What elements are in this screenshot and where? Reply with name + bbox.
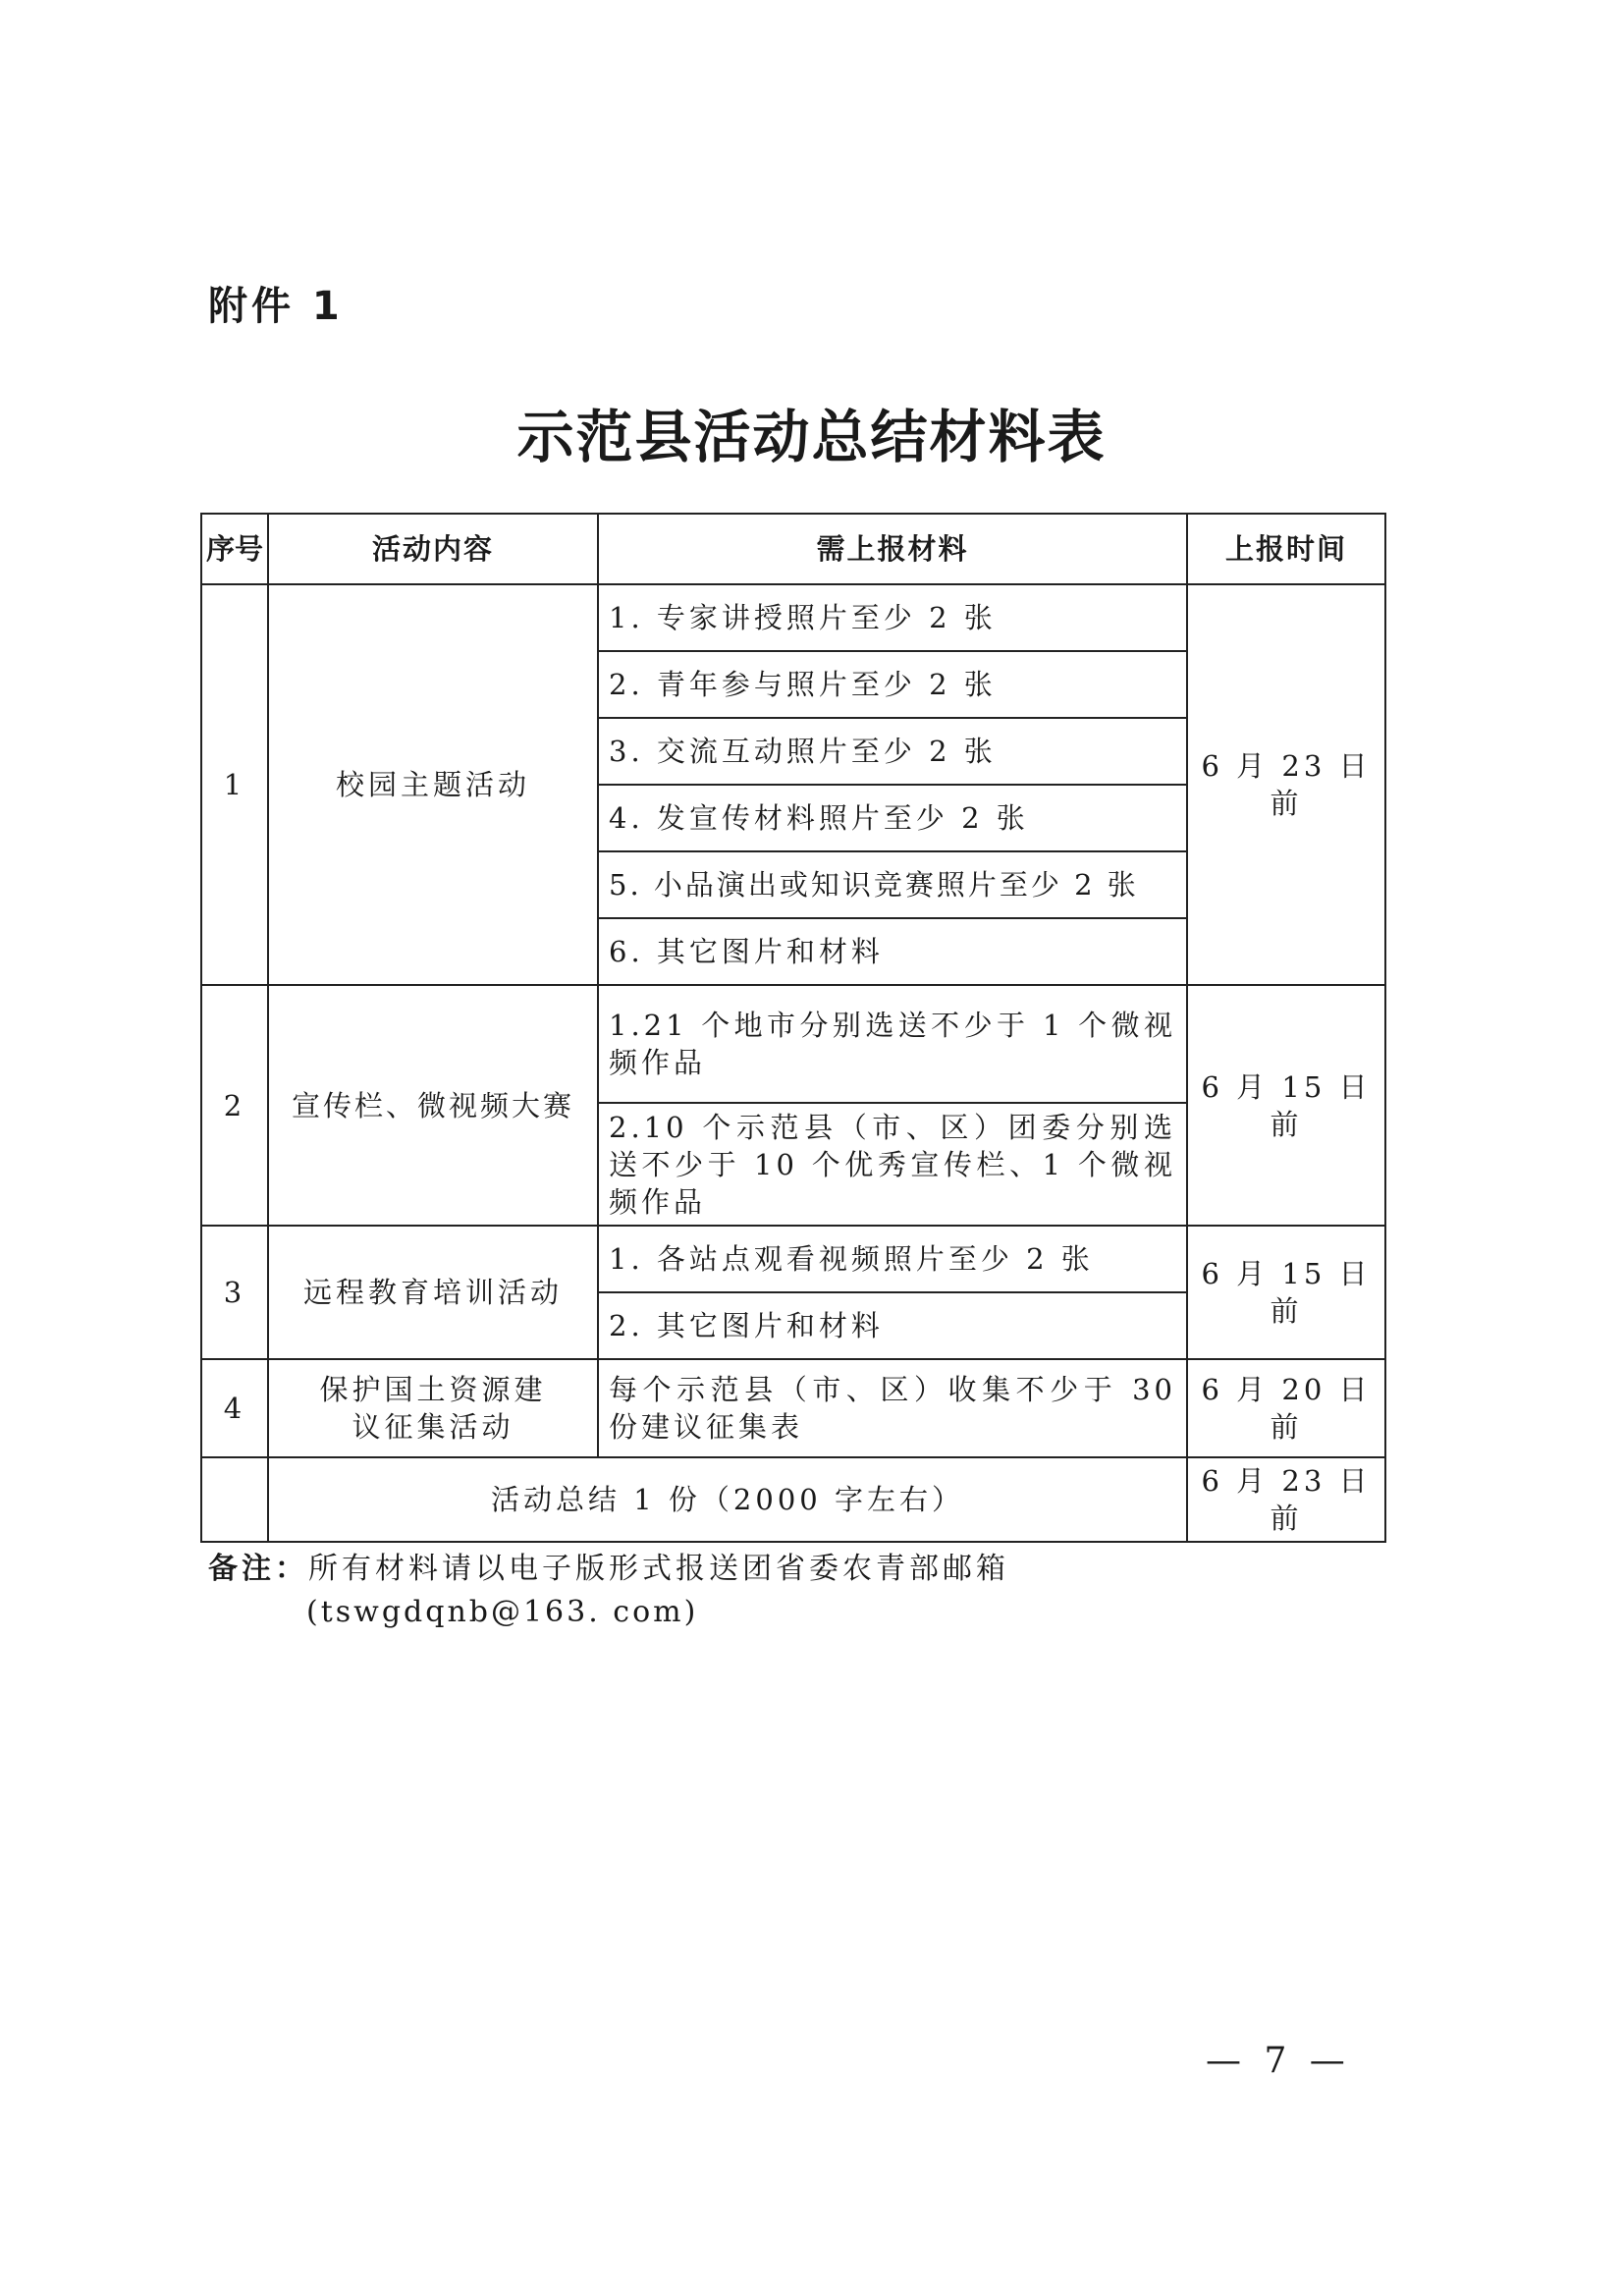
row-deadline: 6 月 23 日前 — [1187, 584, 1385, 985]
attachment-label: 附件 1 — [208, 284, 344, 329]
row-seq: 3 — [201, 1226, 268, 1359]
material-item: 2. 青年参与照片至少 2 张 — [598, 651, 1187, 718]
row-seq: 2 — [201, 985, 268, 1226]
row-deadline: 6 月 15 日前 — [1187, 1226, 1385, 1359]
material-item: 5. 小品演出或知识竞赛照片至少 2 张 — [598, 851, 1187, 918]
header-materials: 需上报材料 — [598, 514, 1187, 584]
note — [208, 1544, 1009, 1587]
note-text: 所有材料请以电子版形式报送团省委农青部邮箱 — [308, 1552, 1009, 1586]
header-content: 活动内容 — [268, 514, 598, 584]
material-item: 3. 交流互动照片至少 2 张 — [598, 718, 1187, 785]
materials-table — [200, 513, 1386, 1543]
summary-deadline: 6 月 23 日前 — [1187, 1457, 1385, 1542]
table-row — [201, 1226, 1385, 1292]
material-item: 6. 其它图片和材料 — [598, 918, 1187, 985]
material-item: 1. 专家讲授照片至少 2 张 — [598, 584, 1187, 651]
material-item: 4. 发宣传材料照片至少 2 张 — [598, 785, 1187, 851]
material-item: 2.10 个示范县（市、区）团委分别选送不少于 10 个优秀宣传栏、1 个微视频作品 — [598, 1103, 1187, 1226]
row-content: 宣传栏、微视频大赛 — [268, 985, 598, 1226]
table-row — [201, 1359, 1385, 1457]
page-number: — 7 — — [1206, 2041, 1351, 2081]
row-seq: 1 — [201, 584, 268, 985]
table-header-row — [201, 514, 1385, 584]
header-seq: 序号 — [201, 514, 268, 584]
row-content: 保护国土资源建议征集活动 — [268, 1359, 598, 1457]
row-content: 远程教育培训活动 — [268, 1226, 598, 1359]
material-item: 1.21 个地市分别选送不少于 1 个微视频作品 — [598, 985, 1187, 1103]
table-row — [201, 985, 1385, 1103]
material-item: 每个示范县（市、区）收集不少于 30 份建议征集表 — [598, 1359, 1187, 1457]
document-title: 示范县活动总结材料表 — [516, 404, 1107, 470]
summary-row — [201, 1457, 1385, 1542]
row-deadline: 6 月 15 日前 — [1187, 985, 1385, 1226]
note-label: 备注： — [208, 1552, 308, 1586]
row-seq: 4 — [201, 1359, 268, 1457]
note-email: (tswgdqnb@163. com) — [306, 1595, 699, 1629]
table-row — [201, 584, 1385, 651]
material-item: 2. 其它图片和材料 — [598, 1292, 1187, 1359]
material-item: 1. 各站点观看视频照片至少 2 张 — [598, 1226, 1187, 1292]
row-deadline: 6 月 20 日前 — [1187, 1359, 1385, 1457]
summary-blank-cell — [201, 1457, 268, 1542]
row-content: 校园主题活动 — [268, 584, 598, 985]
header-deadline: 上报时间 — [1187, 514, 1385, 584]
summary-text: 活动总结 1 份（2000 字左右） — [268, 1457, 1187, 1542]
